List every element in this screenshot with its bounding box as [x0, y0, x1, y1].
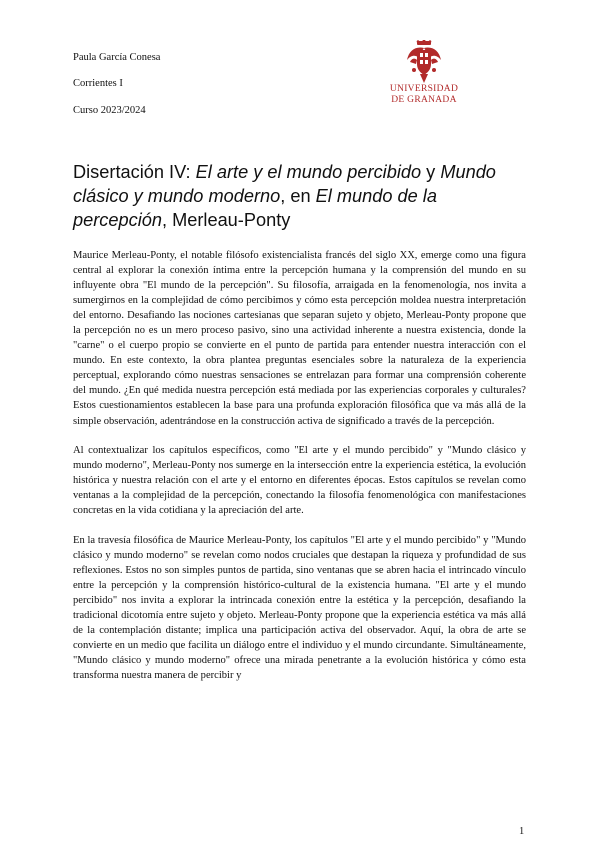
pomegranate-crest-icon	[383, 40, 465, 84]
university-logo	[383, 40, 465, 110]
paragraph-1: Maurice Merleau-Ponty, el notable filósofo existencialista francés del siglo XX, emerge como una figura central al explorar la conexión íntima entre la percepción humana y la comprensión del mundo en su influyente obra "El mundo de la percepción". Su filosofía, arraigada en la fenomenología, nos invita a sumergirnos en la complejidad de cómo percibimos y cómo esta percepción moldea nuestra interpretación del entorno. Desafiando las nociones cartesianas que separan sujeto y objeto, Merleau-Ponty propone que la percepción no es un mero proceso pasivo, sino una actividad inherente a nuestra existencia, donde la "carne" o el cuerpo propio se convierte en el punto de partida para entender nuestra interacción con el mundo. En este contexto, la obra plantea preguntas esenciales sobre la naturaleza de la experiencia perceptual, explorando cómo nuestras sensaciones se entrelazan para formar una comprensión coherente del mundo. ¿En qué medida nuestra percepción está mediada por las experiencias corporales y culturales? Estos cuestionamientos establecen la base para una profunda exploración filosófica que va más allá de la simple observación, adentrándose en la construcción activa de significado a través de la percepción.	[73, 250, 526, 427]
title-part-4: , Merleau-Ponty	[161, 210, 291, 230]
author-name: Paula García Conesa	[73, 52, 161, 63]
page-title	[73, 160, 531, 232]
paragraph-2: Al contextualizar los capítulos específicos, como "El arte y el mundo percibido" y "Mundo clásico y mundo moderno", Merleau-Ponty nos sumerge en la intersección entre la experiencia estética, la evolución histórica y nuestra relación con el arte y el entorno en diferentes épocas. Estos capítulos se revelan como ventanas a la complejidad de la percepción, conectando la filosofía fenomenológica con manifestaciones concretas en la vida cotidiana y la apreciación del arte.	[73, 445, 526, 517]
paragraph-3: En la travesía filosófica de Maurice Merleau-Ponty, los capítulos "El arte y el mundo percibido" y "Mundo clásico y mundo moderno" se revelan como nodos cruciales que destapan la riqueza y profundidad de sus reflexiones. Estos no son simples puntos de partida, sino ventanas que se abren hacia el intrincado vínculo entre la percepción y la comprensión histórico-cultural de la existencia humana. "El arte y el mundo percibido" nos invita a explorar la intrincada conexión entre la estética y la percepción, desafiando la tradicional dicotomía entre sujeto y objeto. Merleau-Ponty propone que la experiencia estética va más allá de la contemplación distante; implica una participación activa del observador. Aquí, la obra de arte se convierte en un medio que facilita un diálogo entre el individuo y el mundo circundante. Simultáneamente, "Mundo clásico y mundo moderno" ofrece una mirada penetrante a la evolución histórica y cómo esta transforma nuestra manera de percibir y	[73, 534, 526, 682]
academic-year: Curso 2023/2024	[73, 105, 146, 116]
course-name: Corrientes I	[73, 78, 123, 89]
title-italic-2: Mundo clásico y mundo moderno	[73, 162, 496, 206]
page-number: 1	[519, 826, 525, 837]
body-text	[73, 248, 526, 698]
title-part-3: , en	[280, 186, 316, 206]
logo-line-1: UNIVERSIDAD	[389, 84, 459, 94]
logo-line-2: DE GRANADA	[391, 95, 457, 105]
title-italic-1: El arte y el mundo percibido	[195, 162, 422, 182]
title-italic-3: El mundo de la percepción	[73, 186, 437, 230]
title-part-1: Disertación IV:	[73, 162, 196, 182]
title-part-2: y	[421, 162, 441, 182]
